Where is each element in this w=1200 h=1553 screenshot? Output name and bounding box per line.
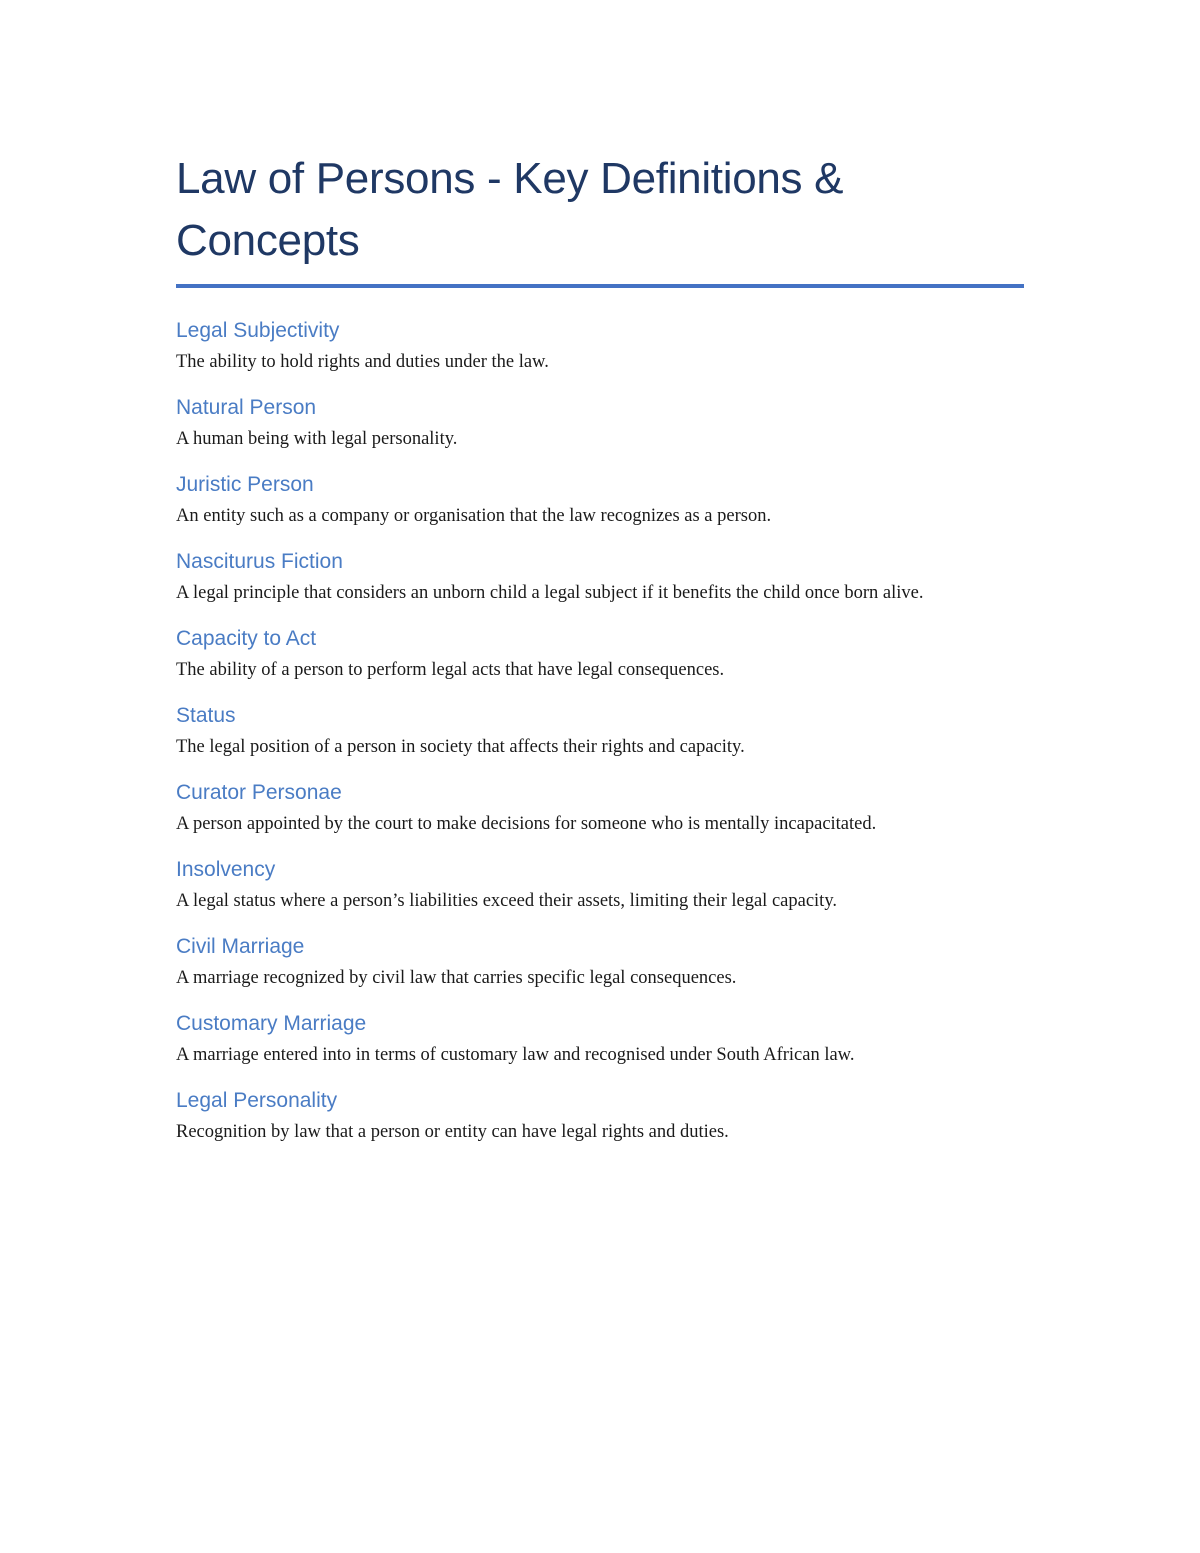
term-heading: Nasciturus Fiction xyxy=(176,550,343,573)
definition-entry xyxy=(176,701,1024,762)
definition-text: The ability of a person to perform legal acts that have legal consequences. xyxy=(176,660,725,680)
term-heading: Capacity to Act xyxy=(176,627,317,650)
definition-text: The ability to hold rights and duties under the law. xyxy=(176,352,549,372)
definition-entry xyxy=(176,316,1024,377)
definition-entry xyxy=(176,470,1024,531)
term-heading: Legal Subjectivity xyxy=(176,319,340,342)
page-title: Law of Persons - Key Definitions & Concepts xyxy=(176,154,844,265)
definition-entry xyxy=(176,778,1024,839)
definition-text: A human being with legal personality. xyxy=(176,429,458,449)
definitions-list xyxy=(176,316,1024,1147)
definition-text: The legal position of a person in society that affects their rights and capacity. xyxy=(176,737,745,757)
term-heading: Legal Personality xyxy=(176,1089,338,1112)
definition-text: A legal principle that considers an unborn child a legal subject if it benefits the child once born alive. xyxy=(176,583,924,603)
definition-text: A person appointed by the court to make decisions for someone who is mentally incapacitated. xyxy=(176,814,877,834)
definition-entry xyxy=(176,855,1024,916)
term-heading: Civil Marriage xyxy=(176,935,305,958)
definition-text: Recognition by law that a person or entity can have legal rights and duties. xyxy=(176,1122,729,1142)
term-heading: Customary Marriage xyxy=(176,1012,367,1035)
definition-entry xyxy=(176,1086,1024,1147)
term-heading: Curator Personae xyxy=(176,781,342,804)
definition-entry xyxy=(176,932,1024,993)
definition-entry xyxy=(176,547,1024,608)
definition-entry xyxy=(176,393,1024,454)
definition-entry xyxy=(176,1009,1024,1070)
definition-text: An entity such as a company or organisation that the law recognizes as a person. xyxy=(176,506,772,526)
term-heading: Natural Person xyxy=(176,396,317,419)
term-heading: Juristic Person xyxy=(176,473,314,496)
document-page xyxy=(176,148,1024,1163)
term-heading: Status xyxy=(176,704,236,727)
term-heading: Insolvency xyxy=(176,858,276,881)
definition-text: A marriage entered into in terms of customary law and recognised under South African law. xyxy=(176,1045,855,1065)
definition-text: A marriage recognized by civil law that carries specific legal consequences. xyxy=(176,968,737,988)
title-divider xyxy=(176,284,1024,288)
definition-text: A legal status where a person’s liabilities exceed their assets, limiting their legal capacity. xyxy=(176,891,837,911)
definition-entry xyxy=(176,624,1024,685)
